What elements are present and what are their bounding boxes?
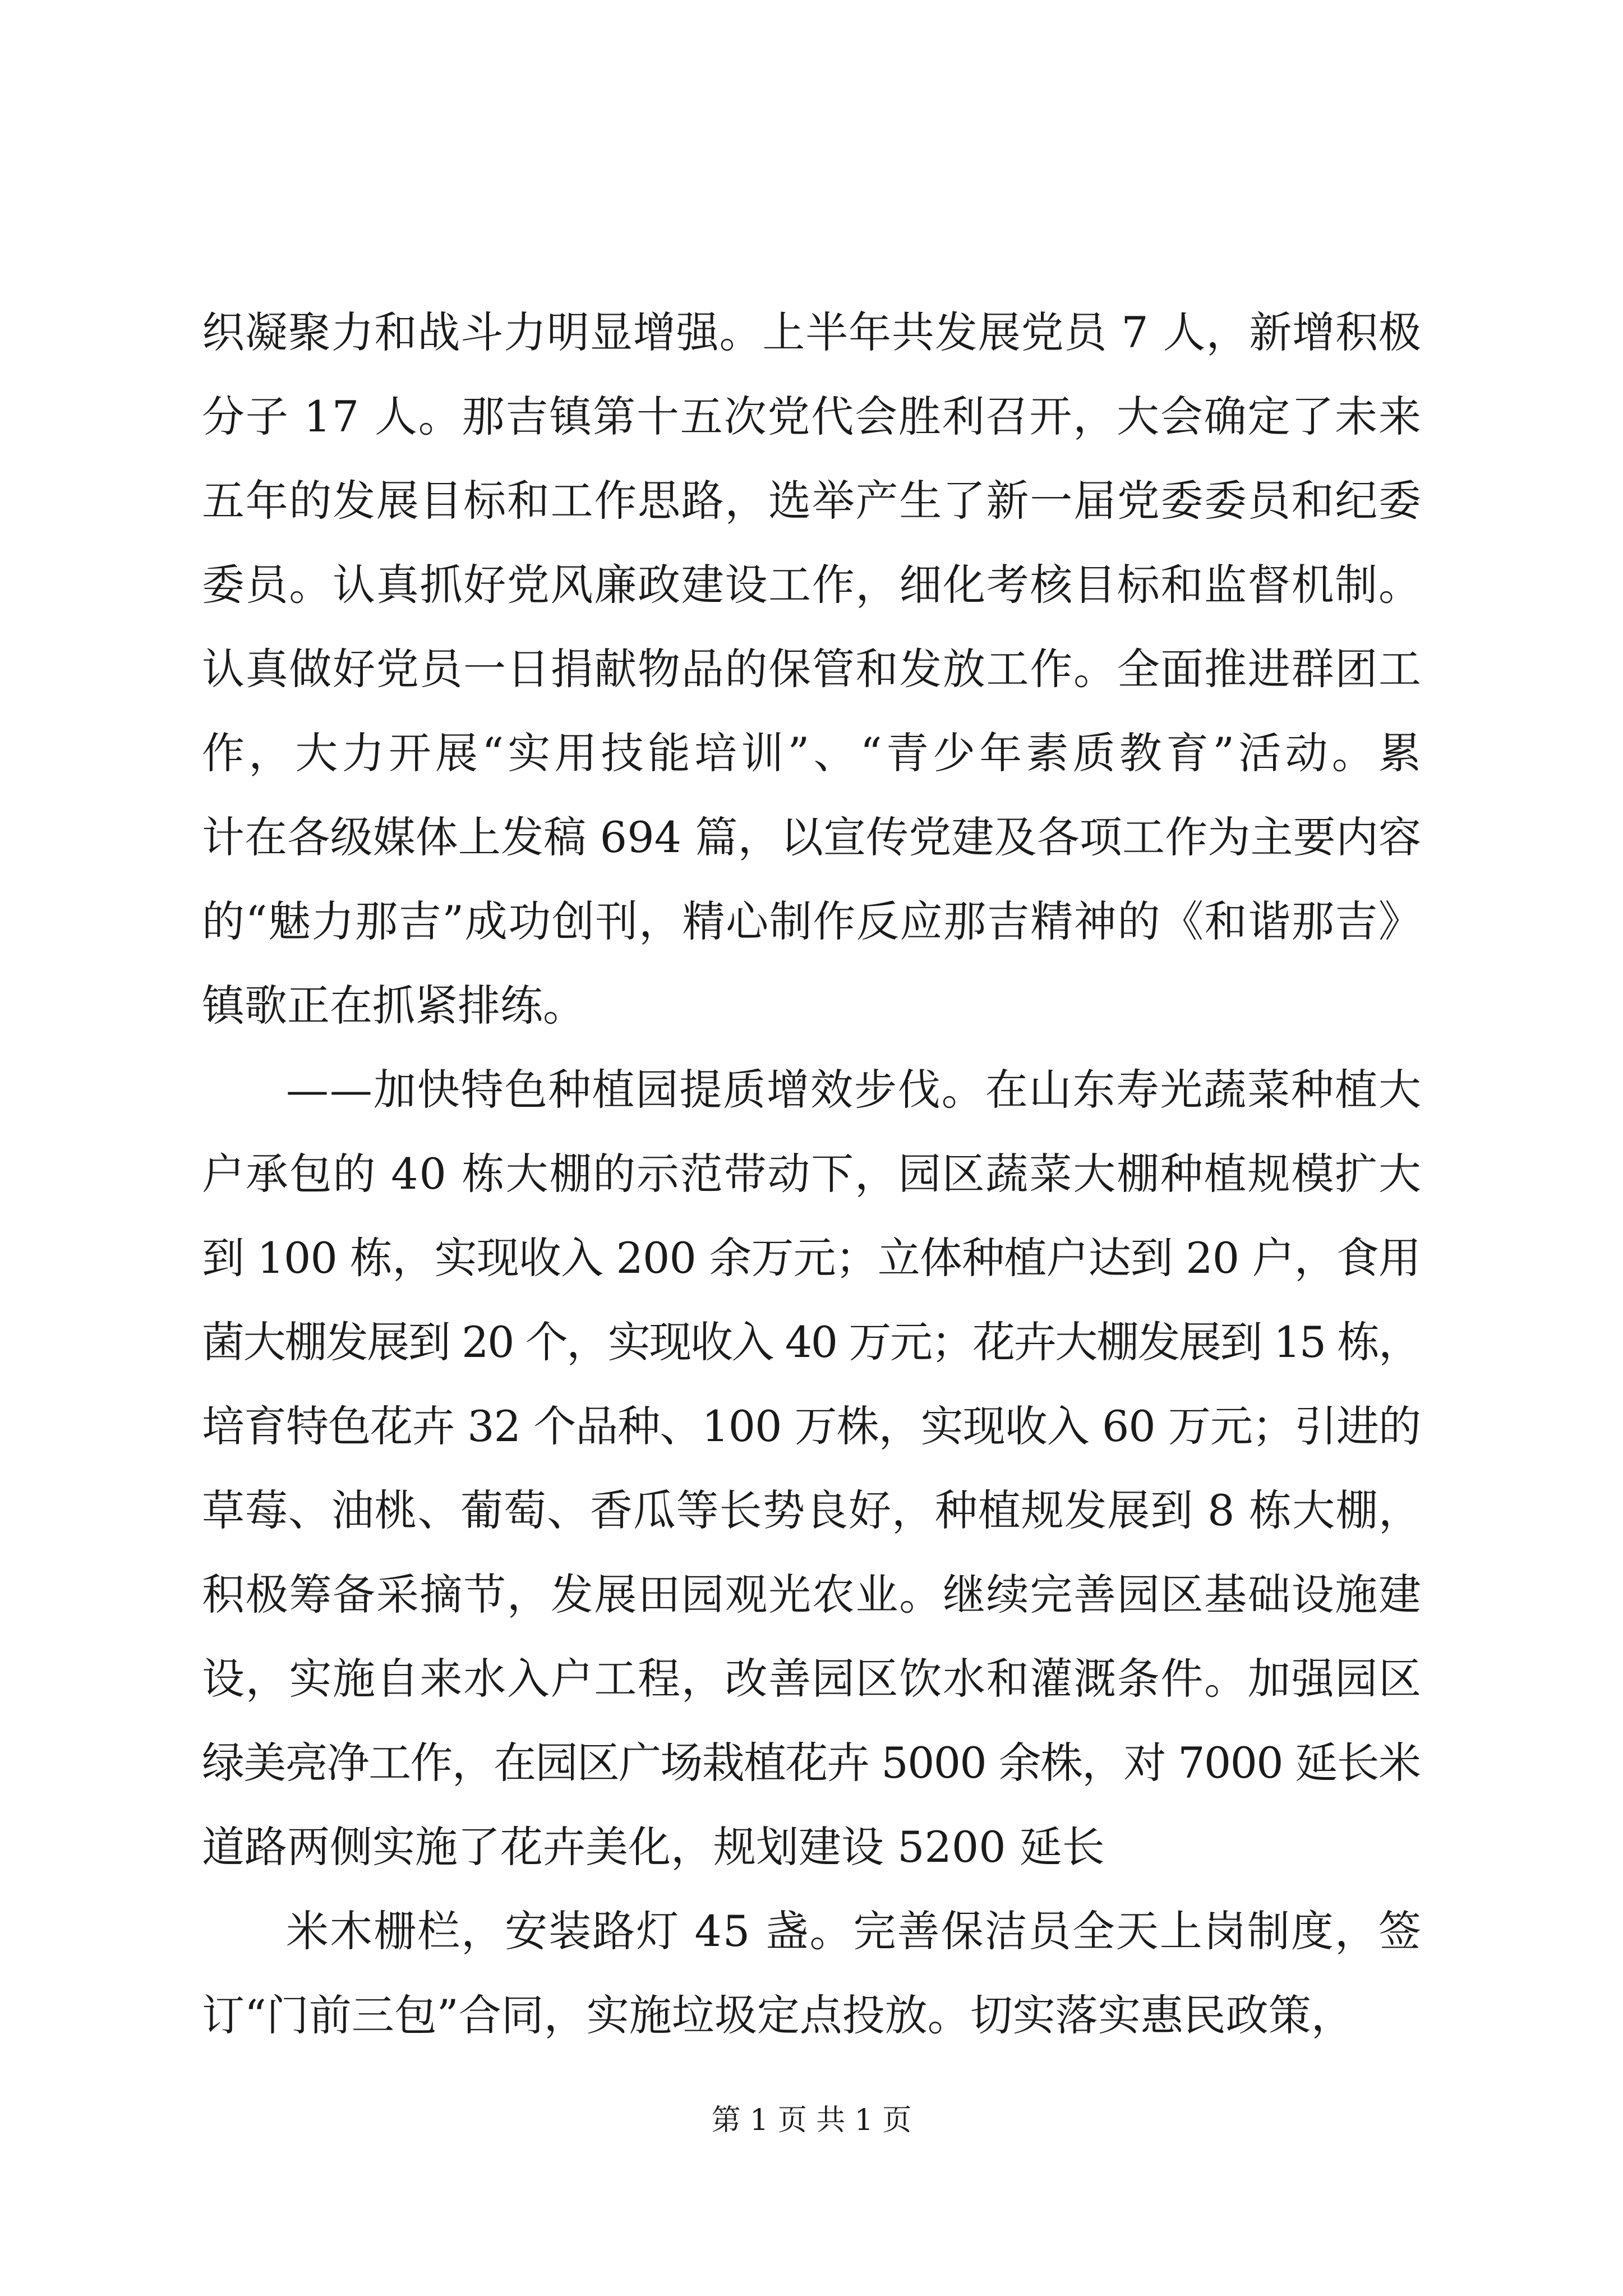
text-line (0, 543, 1623, 627)
text-line (0, 1048, 1623, 1132)
text-line (0, 1132, 1623, 1216)
text-line-content: 委员。认真抓好党风廉政建设工作，细化考核目标和监督机制。 (202, 560, 1422, 610)
text-line (0, 1469, 1623, 1553)
text-line (0, 711, 1623, 795)
text-line-content: 户承包的 40 栋大棚的示范带动下，园区蔬菜大棚种植规模扩大 (202, 1149, 1422, 1199)
text-line (0, 880, 1623, 964)
text-line-content: 五年的发展目标和工作思路，选举产生了新一届党委委员和纪委 (202, 476, 1422, 526)
text-line-content: 计在各级媒体上发稿 694 篇，以宣传党建及各项工作为主要内容 (202, 812, 1422, 862)
text-line-content: ——加快特色种植园提质增效步伐。在山东寿光蔬菜种植大 (286, 1065, 1422, 1115)
text-line (0, 1637, 1623, 1721)
text-line-content: 分子 17 人。那吉镇第十五次党代会胜利召开，大会确定了未来 (202, 392, 1422, 441)
page-footer: 第 1 页 共 1 页 (711, 2104, 912, 2137)
text-line-content: 作，大力开展“实用技能培训”、“青少年素质教育”活动。累 (202, 728, 1426, 778)
text-line (0, 291, 1623, 375)
text-line (0, 795, 1623, 880)
text-line-content: 绿美亮净工作，在园区广场栽植花卉 5000 余株，对 7000 延长米 (202, 1738, 1421, 1788)
text-line (0, 964, 1623, 1048)
text-line-content: 认真做好党员一日捐献物品的保管和发放工作。全面推进群团工 (202, 644, 1422, 694)
text-line (0, 1889, 1623, 1973)
text-line (0, 459, 1623, 543)
text-line (0, 1973, 1623, 2058)
text-line-content: 织凝聚力和战斗力明显增强。上半年共发展党员 7 人，新增积极 (202, 307, 1422, 357)
text-line (0, 1553, 1623, 1637)
text-line (0, 1805, 1623, 1889)
text-line-content: 订“门前三包”合同，实施垃圾定点投放。切实落实惠民政策， (202, 1990, 1354, 2040)
text-line-content: 米木栅栏，安装路灯 45 盏。完善保洁员全天上岗制度，签 (286, 1906, 1423, 1956)
text-line-content: 的“魅力那吉”成功创刊，精心制作反应那吉精神的《和谐那吉》 (202, 896, 1422, 946)
text-line-content: 设，实施自来水入户工程，改善园区饮水和灌溉条件。加强园区 (202, 1654, 1422, 1704)
text-line-content: 培育特色花卉 32 个品种、100 万株，实现收入 60 万元；引进的 (202, 1401, 1421, 1451)
text-line (0, 1384, 1623, 1469)
text-line (0, 1300, 1623, 1384)
text-line-content: 菌大棚发展到 20 个，实现收入 40 万元；花卉大棚发展到 15 栋， (202, 1317, 1420, 1367)
text-line (0, 627, 1623, 711)
text-line-content: 镇歌正在抓紧排练。 (202, 981, 585, 1030)
text-line-content: 草莓、油桃、葡萄、香瓜等长势良好，种植规发展到 8 栋大棚， (202, 1485, 1422, 1535)
text-line-content: 道路两侧实施了花卉美化，规划建设 5200 延长 (202, 1822, 1105, 1872)
text-line-content: 到 100 栋，实现收入 200 余万元；立体种植户达到 20 户，食用 (202, 1233, 1421, 1283)
text-line-content: 积极筹备采摘节，发展田园观光农业。继续完善园区基础设施建 (202, 1570, 1422, 1619)
text-line (0, 1216, 1623, 1300)
text-line (0, 375, 1623, 459)
text-line (0, 1721, 1623, 1805)
